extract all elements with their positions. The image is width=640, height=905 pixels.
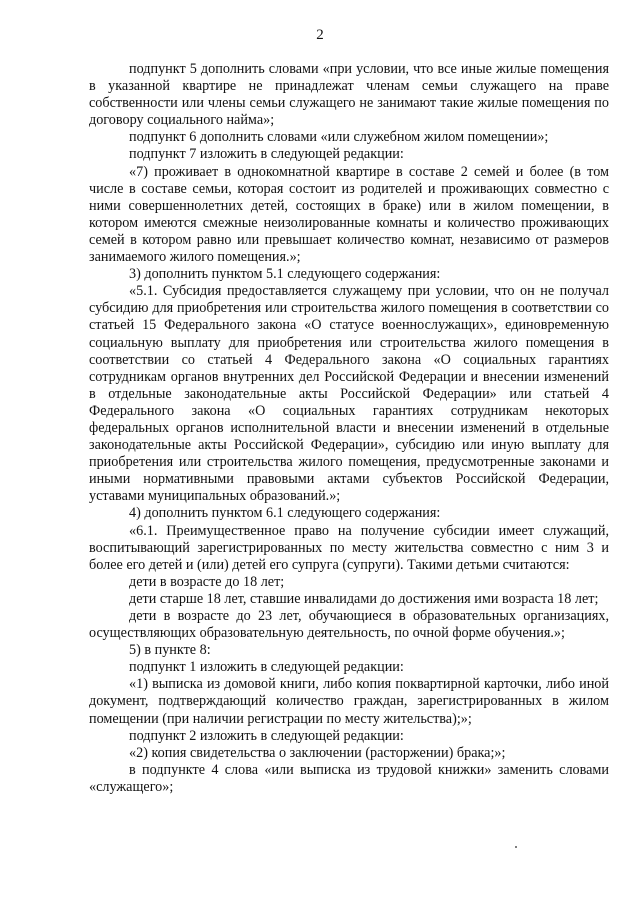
paragraph: 3) дополнить пунктом 5.1 следующего содержания: [129,266,441,283]
paragraph: подпункт 2 изложить в следующей редакции: [129,727,404,744]
paragraph: подпункт 5 дополнить словами «при условии, что все иные жилые помещения в указанной квартире не принадлежат членам семьи служащего на праве собственности или члены семьи служащего не занимают такие жилые помещения по договору социального найма»; [89,61,609,129]
paragraph: 5) в пункте 8: [129,642,211,659]
document-body [89,61,609,796]
page-number: 2 [316,27,324,43]
paragraph: «5.1. Субсидия предоставляется служащему при условии, что он не получал субсидию для приобретения или строительства жилого помещения в соответствии со статьей 15 Федерального закона «О статусе военнослужащих», единовременную социальную выплату для приобретения или строительства жилого помещения в соответствии со статьей 4 Федерального закона «О социальных гарантиях сотрудникам органов внутренних дел Российской Федерации и внесении изменений в отдельные законодательные акты Российской Федерации» или статьей 4 Федерального закона «О социальных гарантиях сотрудникам некоторых федеральных органов исполнительной власти и внесении изменений в отдельные законодательные акты Российской Федерации», субсидию или иную выплату для приобретения или строительства жилого помещения, предусмотренные законами и иными нормативными правовыми актами субъектов Российской Федерации, уставами муниципальных образований.»; [89,283,609,505]
paragraph: дети в возрасте до 23 лет, обучающиеся в образовательных организациях, осуществляющих образовательную деятельность, по очной форме обучения.»; [89,608,609,642]
paragraph: дети старше 18 лет, ставшие инвалидами до достижения ими возраста 18 лет; [129,590,599,607]
paragraph: подпункт 7 изложить в следующей редакции: [129,146,404,163]
paragraph: в подпункте 4 слова «или выписка из трудовой книжки» заменить словами «служащего»; [89,761,609,795]
scan-speck [515,846,517,848]
paragraph: 4) дополнить пунктом 6.1 следующего содержания: [129,505,441,522]
paragraph: подпункт 1 изложить в следующей редакции: [129,659,404,676]
paragraph: «1) выписка из домовой книги, либо копия поквартирной карточки, либо иной документ, подтверждающий количество граждан, зарегистрированных в жилом помещении (при наличии регистрации по месту жительства);»; [89,676,609,727]
paragraph: дети в возрасте до 18 лет; [129,573,285,590]
paragraph: подпункт 6 дополнить словами «или служебном жилом помещении»; [129,129,549,146]
paragraph: «6.1. Преимущественное право на получение субсидии имеет служащий, воспитывающий зарегистрированных по месту жительства совместно с ним 3 и более его детей и (или) детей его супруга (супруги). Такими детьми считаются: [89,522,609,573]
paragraph: «7) проживает в однокомнатной квартире в составе 2 семей и более (в том числе в составе семьи, которая состоит из родителей и проживающих совместно с ними совершеннолетних детей, состоящих в браке) или в жилом помещении, в котором имеются смежные неизолированные комнаты и количество проживающих семей в котором равно или превышает количество комнат, независимо от размеров занимаемого жилого помещения.»; [89,163,609,266]
paragraph: «2) копия свидетельства о заключении (расторжении) брака;»; [129,744,506,761]
